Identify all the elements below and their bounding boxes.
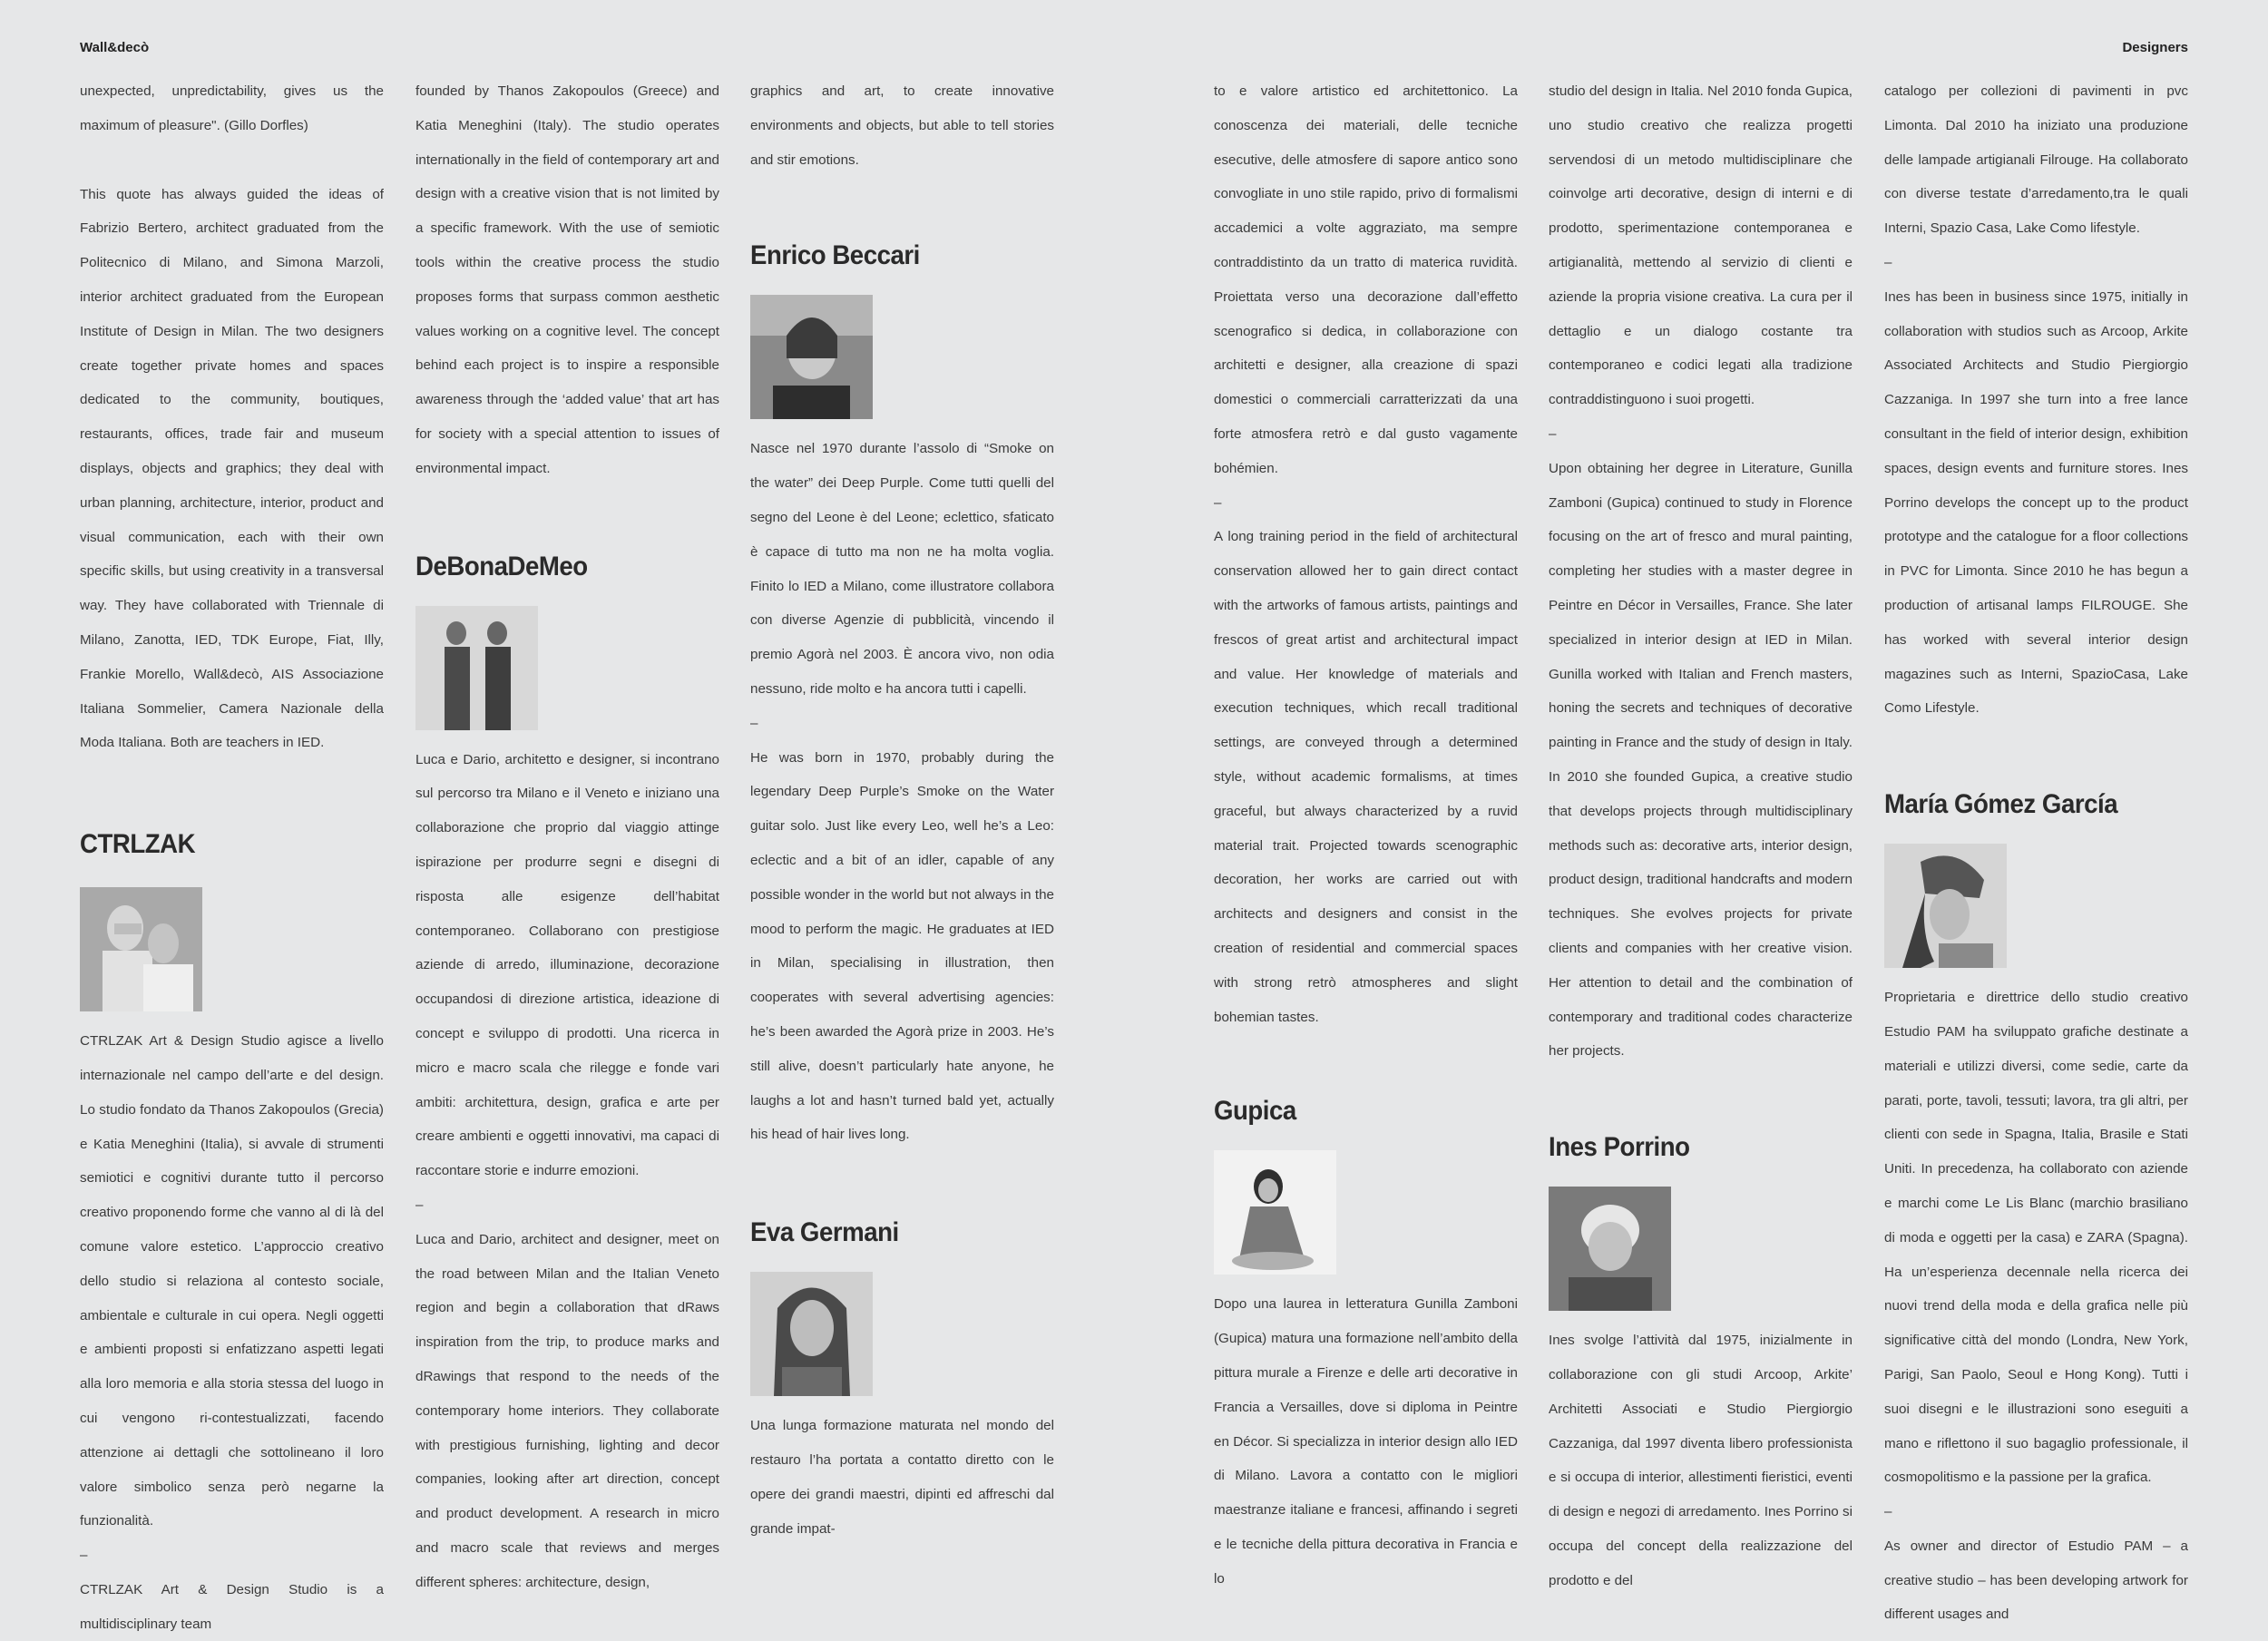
separator-dash: – [80, 1548, 88, 1564]
column-5 [1549, 74, 1853, 1597]
paragraph: CTRLZAK Art & Design Studio is a multidisciplinary team [80, 1581, 384, 1632]
column-2 [415, 74, 719, 1599]
paragraph: This quote has always guided the ideas of Fabrizio Bertero, architect graduated from the Politecnico di Milano, and Simona Marzoli, interior architect graduated from the European Institute of Design in Milan. The two designers create together private homes and spaces dedicated to the community, boutiques, restaurants, offices, trade fair and museum displays, objects and graphics; they deal with urban planning, architecture, interior, product and visual communication, each with their own specific skills, but using creativity in a transversal way. They have collaborated with Triennale di Milano, Zanotta, IED, TDK Europe, Fiat, Illy, Frankie Morello, Wall&decò, AIS Associazione Italiana Sommelier, Camera Nazionale della Moda Italiana. Both are teachers in IED. [80, 186, 384, 751]
separator-dash: – [1549, 425, 1557, 442]
designer-heading-gupica: Gupica [1214, 1096, 1296, 1127]
separator-dash: – [750, 715, 758, 731]
eva-germani-photo [750, 1272, 873, 1396]
designer-heading-maria-gomez-garcia: María Gómez García [1884, 789, 2118, 820]
maria-gomez-garcia-photo [1884, 844, 2007, 968]
separator-dash: – [1884, 1504, 1892, 1520]
designer-heading-eva-germani: Eva Germani [750, 1217, 899, 1248]
paragraph: to e valore artistico ed architettonico. La conoscenza dei materiali, delle tecniche esecutive, delle atmosfere di sapore antico sono convogliate in uno stile rapido, privo di formalismi accademici a volte aggraziato, ma sempre contraddistinto da un tratto di materica ruvidità. Proiettata verso una decorazione dall’effetto scenografico si dedica, in collaborazione con architetti e designer, alla creazione di spazi domestici o commerciali carratterizzati da una forte atmosfera retrò e dal gusto vagamente bohémien. [1214, 83, 1518, 476]
designer-heading-debonademeo: DeBonaDeMeo [415, 551, 588, 581]
paragraph: graphics and art, to create innovative environments and objects, but able to tell stories and stir emotions. [750, 83, 1054, 168]
paragraph: founded by Thanos Zakopoulos (Greece) and Katia Meneghini (Italy). The studio operates internationally in the field of contemporary art and design with a creative vision that is not limited by a specific framework. With the use of semiotic tools within the creative process the studio proposes forms that surpass common aesthetic values working on a cognitive level. The concept behind each project is to inspire a responsible awareness through the ‘added value’ that art has for society with a special attention to issues of environmental impact. [415, 83, 719, 476]
gupica-photo [1214, 1150, 1336, 1275]
ctrlzak-photo [80, 887, 202, 1011]
paragraph: Nasce nel 1970 durante l’assolo di “Smoke on the water” dei Deep Purple. Come tutti quelli del segno del Leone è del Leone; eclettico, sfaticato è capace di tutto ma non ne ha molta voglia. Finito lo IED a Milano, come illustratore collabora con diverse Agenzie di pubblicità, vincendo il premio Agorà nel 2003. È ancora vivo, non odia nessuno, ride molto e ha ancora tutti i capelli. [750, 441, 1054, 697]
paragraph: CTRLZAK Art & Design Studio agisce a livello internazionale nel campo dell’arte e del design. Lo studio fondato da Thanos Zakopoulos (Grecia) e Katia Meneghini (Italia), si avvale di strumenti semiotici e cognitivi durante tutto il percorso creativo proponendo forme che vanno al di là del comune valore estetico. L’approccio creativo dello studio si relaziona al contesto sociale, ambientale e culturale in cui opera. Negli oggetti e ambienti proposti si enfatizzano aspetti legati alla loro memoria e alla storia stessa del luogo in cui vengono ri-contestualizzati, facendo attenzione ai dettagli che sottolineano il loro valore simbolico senza però negarne la funzionalità. [80, 1033, 384, 1529]
magazine-name: Wall&decò [80, 40, 150, 55]
designer-heading-ines-porrino: Ines Porrino [1549, 1132, 1690, 1163]
paragraph: Luca e Dario, architetto e designer, si incontrano sul percorso tra Milano e il Veneto e iniziano una collaborazione che proprio dal viaggio attinge ispirazione per produrre segni e disegni di risposta alle esigenze dell’habitat contemporaneo. Collaborano con prestigiose aziende di arredo, illuminazione, decorazione occupandosi di direzione artistica, ideazione di concept e sviluppo di prodotti. Una ricerca in micro e macro scala che rilegge e fonde vari ambiti: architettura, design, grafica e arte per creare ambienti e oggetti innovativi, ma capaci di raccontare storie e indurre emozioni. [415, 751, 719, 1179]
separator-dash: – [415, 1197, 424, 1213]
column-4 [1214, 74, 1518, 1596]
column-3 [750, 74, 1054, 1546]
separator-dash: – [1884, 254, 1892, 270]
designer-heading-ctrlzak: CTRLZAK [80, 829, 196, 860]
enrico-beccari-photo [750, 295, 873, 419]
paragraph: Luca and Dario, architect and designer, meet on the road between Milan and the Italian Veneto region and begin a collaboration that dRaws inspiration from the trip, to produce marks and dRawings that respond to the needs of the contemporary home interiors. They collaborate with prestigious furnishing, lighting and decor companies, looking after art direction, concept and product development. A research in micro and macro scale that reviews and merges different spheres: architecture, design, [415, 1231, 719, 1590]
paragraph: A long training period in the field of architectural conservation allowed her to gain direct contact with the artworks of famous artists, paintings and frescos of great artist and architectural impact and value. Her knowledge of materials and execution techniques, which recall traditional settings, are conveyed through a determined style, without academic formalisms, at times graceful, but always characterized by a ruvid material trait. Projected towards scenographic decoration, her works are carried out with architects and designers and consist in the creation of residential and commercial spaces with strong retrò atmospheres and slight bohemian tastes. [1214, 529, 1518, 1025]
paragraph: unexpected, unpredictability, gives us the maximum of pleasure". (Gillo Dorfles) [80, 83, 384, 133]
paragraph: As owner and director of Estudio PAM – a creative studio – has been developing artwork for different usages and [1884, 1538, 2188, 1623]
paragraph: Upon obtaining her degree in Literature, Gunilla Zamboni (Gupica) continued to study in Florence focusing on the art of fresco and mural painting, completing her studies with a master degree in Peintre en Décor in Versailles, France. She later specialized in interior design at IED in Milan. Gunilla worked with Italian and French masters, honing the secrets and techniques of decorative painting in France and the study of design in Italy. In 2010 she founded Gupica, a creative studio that develops projects through multidisciplinary methods such as: decorative arts, interior design, product design, traditional handcrafts and modern techniques. She evolves projects for private clients and companies with her creative vision. Her attention to detail and the combination of contemporary and traditional codes characterize her projects. [1549, 460, 1853, 1060]
designer-heading-enrico-beccari: Enrico Beccari [750, 240, 920, 271]
paragraph: Dopo una laurea in letteratura Gunilla Zamboni (Gupica) matura una formazione nell’ambito della pittura murale a Firenze e delle arti decorative in Francia a Versailles, dove si diploma in Peintre en Décor. Si specializza in interior design allo IED di Milano. Lavora a contatto con le migliori maestranze italiane e francesi, affinando i segreti e le tecniche della pittura decorativa in Francia e lo [1214, 1296, 1518, 1587]
paragraph: Una lunga formazione maturata nel mondo del restauro l’ha portata a contatto diretto con le opere dei grandi maestri, dipinti ed affreschi dal grande impat- [750, 1418, 1054, 1537]
separator-dash: – [1214, 494, 1222, 511]
ines-porrino-photo [1549, 1187, 1671, 1311]
debonademeo-photo [415, 606, 538, 730]
paragraph: Ines svolge l’attività dal 1975, inizialmente in collaborazione con gli studi Arcoop, Arkite’ Architetti Associati e Studio Piergiorgio Cazzaniga, dal 1997 diventa libero professionista e si occupa di interior, allestimenti fieristici, eventi di design e negozi di arredamento. Ines Porrino si occupa del concept della realizzazione del prodotto e del [1549, 1333, 1853, 1588]
paragraph: studio del design in Italia. Nel 2010 fonda Gupica, uno studio creativo che realizza progetti servendosi di un metodo multidisciplinare che coinvolge arti decorative, design di interni e di prodotto, sperimentazione contemporanea e artigianalità, mettendo al servizio di clienti e aziende la propria visione creativa. La cura per il dettaglio e un dialogo costante tra contemporaneo e codici legati alla tradizione contraddistinguono i suoi progetti. [1549, 83, 1853, 408]
paragraph: Proprietaria e direttrice dello studio creativo Estudio PAM ha sviluppato grafiche destinate a materiali e utilizzi diversi, come sedie, carte da parati, porte, tavoli, tessuti; lavora, tra gli altri, per clienti con sede in Spagna, Italia, Brasile e Stati Uniti. In precedenza, ha collaborato con aziende e marchi come Le Lis Blanc (marchio brasiliano di moda e oggetti per la casa) e ZARA (Spagna). Ha un’esperienza decennale nella ricerca dei nuovi trend della moda e della grafica nelle più significative città del mondo (Londra, New York, Parigi, San Paolo, Seoul e Hong Kong). Tutti i suoi disegni e le illustrazioni sono eseguiti a mano e riflettono il suo bagaglio professionale, il cosmopolitismo e la passione per la grafica. [1884, 990, 2188, 1486]
section-title: Designers [2122, 40, 2188, 55]
paragraph: He was born in 1970, probably during the legendary Deep Purple’s Smoke on the Water guitar solo. Just like every Leo, well he’s a Leo: eclectic and a bit of an idler, capable of any possible wonder in the world but not always in the mood to perform the magic. He graduates at IED in Milan, specialising in illustration, then cooperates with several advertising agencies: he’s been awarded the Agorà prize in 2003. He’s still alive, doesn’t particularly hate anyone, he laughs a lot and hasn’t turned bald yet, actually his head of hair lives long. [750, 749, 1054, 1143]
column-6 [1884, 74, 2188, 1632]
paragraph: Ines has been in business since 1975, initially in collaboration with studios such as Arcoop, Arkite Associated Architects and Studio Piergiorgio Cazzaniga. In 1997 she turn into a free lance consultant in the field of interior design, exhibition spaces, design events and furniture stores. Ines Porrino develops the concept up to the product prototype and the catalogue for a floor collections in PVC for Limonta. Since 2010 he has begun a production of artisanal lamps FILROUGE. She has worked with several interior design magazines such as Interni, SpazioCasa, Lake Como Lifestyle. [1884, 288, 2188, 717]
paragraph: catalogo per collezioni di pavimenti in pvc Limonta. Dal 2010 ha iniziato una produzione delle lampade artigianali Filrouge. Ha collaborato con diverse testate d’arredamento,tra le quali Interni, Spazio Casa, Lake Como lifestyle. [1884, 83, 2188, 237]
column-1 [80, 74, 384, 1641]
